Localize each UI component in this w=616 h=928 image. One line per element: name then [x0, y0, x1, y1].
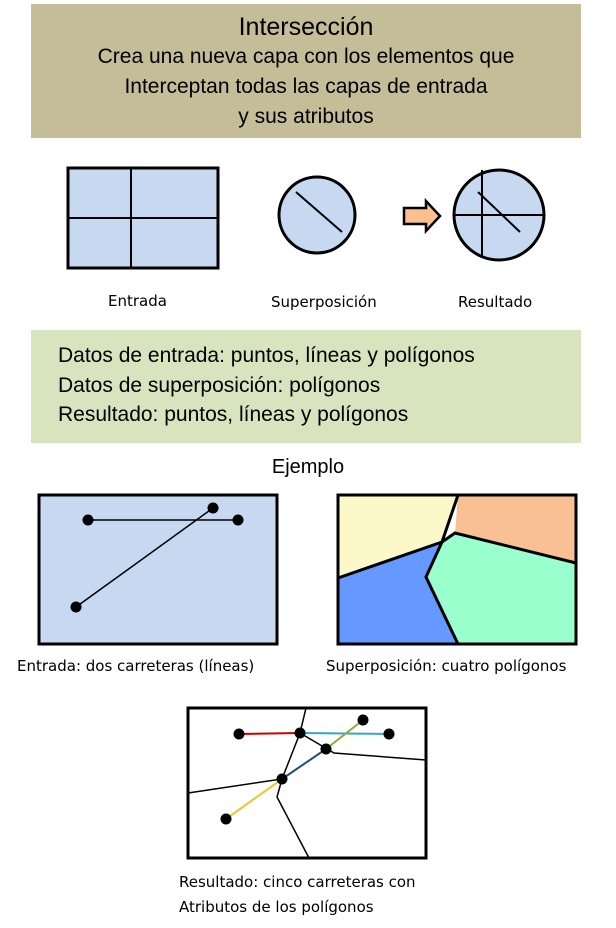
data-types-panel: [31, 330, 581, 443]
road-node: [277, 774, 288, 785]
entrada-rectangle: [68, 168, 218, 268]
example-entrada-map: [39, 495, 277, 644]
road-node: [221, 814, 232, 825]
example-superposicion-map: [338, 495, 576, 644]
road-node: [321, 744, 332, 755]
example-heading: Ejemplo: [271, 456, 345, 478]
example-resultado-map: [188, 708, 426, 858]
label-entrada: Entrada: [108, 292, 167, 310]
description-line-1: Crea una nueva capa con los elementos que: [97, 45, 515, 68]
info-line-3: Resultado: puntos, líneas y polígonos: [58, 403, 409, 426]
caption-entrada: Entrada: dos carreteras (líneas): [17, 657, 255, 675]
road-node: [83, 515, 94, 526]
road-node: [71, 602, 82, 613]
resultado-circle: [454, 170, 544, 260]
caption-resultado-line-1: Resultado: cinco carreteras con: [179, 873, 416, 891]
label-superposicion: Superposición: [271, 293, 377, 311]
road-node: [233, 515, 244, 526]
description-line-3: y sus atributos: [238, 105, 374, 128]
caption-resultado-line-2: Atributos de los polígonos: [179, 898, 374, 916]
page-title: Intersección: [238, 13, 374, 41]
label-resultado: Resultado: [458, 293, 533, 311]
road-node: [208, 503, 219, 514]
road-segment-red: [239, 733, 300, 734]
description-line-2: Interceptan todas las capas de entrada: [124, 75, 488, 98]
road-node: [234, 729, 245, 740]
superposicion-circle: [279, 177, 355, 253]
arrow-icon: [404, 201, 440, 231]
road-node: [295, 728, 306, 739]
info-line-2: Datos de superposición: polígonos: [58, 373, 381, 397]
info-line-1: Datos de entrada: puntos, líneas y polígonos: [58, 344, 475, 367]
caption-superposicion: Superposición: cuatro polígonos: [326, 657, 567, 675]
road-node: [358, 715, 369, 726]
road-node: [384, 729, 395, 740]
